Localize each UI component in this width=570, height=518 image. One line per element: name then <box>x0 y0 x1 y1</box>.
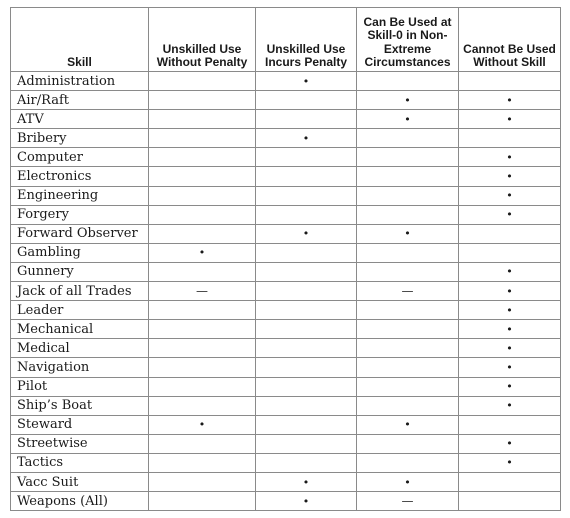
dash-mark: — <box>196 283 208 298</box>
requires-skill-cell <box>459 282 561 301</box>
dot-mark: • <box>506 189 513 203</box>
table-row <box>11 377 561 396</box>
skill-name: Vacc Suit <box>11 472 149 491</box>
skill-0-cell <box>357 91 459 110</box>
unskilled-no-penalty-cell <box>149 339 256 358</box>
unskilled-no-penalty-cell <box>149 205 256 224</box>
dot-mark: • <box>404 93 411 107</box>
skill-name: Forward Observer <box>11 224 149 243</box>
requires-skill-cell <box>459 167 561 186</box>
table-row <box>11 453 561 472</box>
skill-0-cell <box>357 492 459 511</box>
dot-mark: • <box>302 227 310 241</box>
dot-mark: • <box>506 150 513 164</box>
requires-skill-cell <box>459 224 561 243</box>
dot-mark: • <box>302 74 310 88</box>
unskilled-no-penalty-cell <box>149 434 256 453</box>
unskilled-penalty-cell <box>256 415 357 434</box>
skill-name: Gambling <box>11 243 149 262</box>
header-unskilled-penalty: Unskilled Use Incurs Penalty <box>256 8 357 72</box>
header-unskilled-no-penalty: Unskilled Use Without Penalty <box>149 8 256 72</box>
skill-name: Forgery <box>11 205 149 224</box>
dot-mark: • <box>198 418 206 432</box>
requires-skill-cell <box>459 377 561 396</box>
unskilled-no-penalty-cell <box>149 358 256 377</box>
skill-0-cell <box>357 377 459 396</box>
dot-mark: • <box>506 93 513 107</box>
dot-mark: • <box>506 360 513 374</box>
skill-0-cell <box>357 224 459 243</box>
skill-0-cell <box>357 396 459 415</box>
table-row <box>11 148 561 167</box>
requires-skill-cell <box>459 415 561 434</box>
dot-mark: • <box>404 227 411 241</box>
skill-name: Tactics <box>11 453 149 472</box>
table-row <box>11 320 561 339</box>
skill-0-cell <box>357 415 459 434</box>
unskilled-penalty-cell <box>256 91 357 110</box>
skill-0-cell <box>357 434 459 453</box>
unskilled-no-penalty-cell <box>149 377 256 396</box>
skill-0-cell <box>357 129 459 148</box>
unskilled-no-penalty-cell <box>149 262 256 281</box>
dot-mark: • <box>506 322 513 336</box>
header-row <box>11 8 561 72</box>
unskilled-no-penalty-cell <box>149 492 256 511</box>
unskilled-penalty-cell <box>256 492 357 511</box>
requires-skill-cell <box>459 205 561 224</box>
table-row <box>11 205 561 224</box>
table-row <box>11 396 561 415</box>
table-row <box>11 72 561 91</box>
skill-0-cell <box>357 320 459 339</box>
unskilled-no-penalty-cell <box>149 72 256 91</box>
dot-mark: • <box>302 475 310 489</box>
skill-0-cell <box>357 110 459 129</box>
requires-skill-cell <box>459 129 561 148</box>
skill-0-cell <box>357 262 459 281</box>
unskilled-penalty-cell <box>256 205 357 224</box>
unskilled-penalty-cell <box>256 358 357 377</box>
skill-name: Pilot <box>11 377 149 396</box>
skill-0-cell <box>357 301 459 320</box>
dot-mark: • <box>506 265 513 279</box>
table-row <box>11 415 561 434</box>
unskilled-penalty-cell <box>256 129 357 148</box>
skill-0-cell <box>357 282 459 301</box>
requires-skill-cell <box>459 320 561 339</box>
unskilled-no-penalty-cell <box>149 396 256 415</box>
dot-mark: • <box>302 131 310 145</box>
requires-skill-cell <box>459 91 561 110</box>
dash-mark: — <box>401 493 414 508</box>
table-row <box>11 110 561 129</box>
unskilled-no-penalty-cell <box>149 282 256 301</box>
dot-mark: • <box>404 475 411 489</box>
skill-name: Streetwise <box>11 434 149 453</box>
dot-mark: • <box>404 112 411 126</box>
unskilled-penalty-cell <box>256 186 357 205</box>
requires-skill-cell <box>459 358 561 377</box>
unskilled-no-penalty-cell <box>149 186 256 205</box>
skill-use-table <box>10 7 561 511</box>
skill-name: Medical <box>11 339 149 358</box>
unskilled-no-penalty-cell <box>149 453 256 472</box>
dot-mark: • <box>506 437 513 451</box>
unskilled-penalty-cell <box>256 282 357 301</box>
dot-mark: • <box>506 303 513 317</box>
dot-mark: • <box>506 170 513 184</box>
skill-name: Steward <box>11 415 149 434</box>
unskilled-penalty-cell <box>256 453 357 472</box>
table-row <box>11 186 561 205</box>
skill-name: Mechanical <box>11 320 149 339</box>
unskilled-no-penalty-cell <box>149 320 256 339</box>
unskilled-no-penalty-cell <box>149 167 256 186</box>
skill-0-cell <box>357 453 459 472</box>
requires-skill-cell <box>459 472 561 491</box>
requires-skill-cell <box>459 72 561 91</box>
table-row <box>11 282 561 301</box>
skill-name: Navigation <box>11 358 149 377</box>
unskilled-no-penalty-cell <box>149 415 256 434</box>
requires-skill-cell <box>459 492 561 511</box>
skill-name: Weapons (All) <box>11 492 149 511</box>
skill-name: Ship’s Boat <box>11 396 149 415</box>
dot-mark: • <box>506 341 513 355</box>
table-row <box>11 358 561 377</box>
table-row <box>11 339 561 358</box>
header-skill: Skill <box>11 8 149 72</box>
skill-0-cell <box>357 205 459 224</box>
dot-mark: • <box>404 418 411 432</box>
dash-mark: — <box>401 283 414 298</box>
header-skill-0-non-extreme: Can Be Used at Skill-0 in Non-Extreme Circumstances <box>357 8 459 72</box>
dot-mark: • <box>302 494 310 508</box>
unskilled-penalty-cell <box>256 472 357 491</box>
unskilled-penalty-cell <box>256 110 357 129</box>
unskilled-penalty-cell <box>256 377 357 396</box>
requires-skill-cell <box>459 262 561 281</box>
unskilled-penalty-cell <box>256 434 357 453</box>
unskilled-penalty-cell <box>256 396 357 415</box>
skill-name: Electronics <box>11 167 149 186</box>
unskilled-penalty-cell <box>256 72 357 91</box>
requires-skill-cell <box>459 243 561 262</box>
unskilled-penalty-cell <box>256 167 357 186</box>
skill-0-cell <box>357 358 459 377</box>
skill-0-cell <box>357 339 459 358</box>
dot-mark: • <box>506 399 513 413</box>
dot-mark: • <box>506 284 513 298</box>
unskilled-penalty-cell <box>256 243 357 262</box>
dot-mark: • <box>506 380 513 394</box>
unskilled-penalty-cell <box>256 148 357 167</box>
dot-mark: • <box>506 208 513 222</box>
skill-0-cell <box>357 243 459 262</box>
header-requires-skill: Cannot Be Used Without Skill <box>459 8 561 72</box>
table-row <box>11 301 561 320</box>
requires-skill-cell <box>459 339 561 358</box>
requires-skill-cell <box>459 453 561 472</box>
requires-skill-cell <box>459 301 561 320</box>
table-row <box>11 472 561 491</box>
requires-skill-cell <box>459 434 561 453</box>
requires-skill-cell <box>459 148 561 167</box>
unskilled-penalty-cell <box>256 339 357 358</box>
skill-0-cell <box>357 72 459 91</box>
unskilled-penalty-cell <box>256 262 357 281</box>
skill-name: Leader <box>11 301 149 320</box>
dot-mark: • <box>506 112 513 126</box>
skill-name: Administration <box>11 72 149 91</box>
table-row <box>11 434 561 453</box>
unskilled-no-penalty-cell <box>149 243 256 262</box>
skill-name: ATV <box>11 110 149 129</box>
table-row <box>11 91 561 110</box>
skill-name: Bribery <box>11 129 149 148</box>
table-body <box>11 72 561 511</box>
unskilled-penalty-cell <box>256 320 357 339</box>
requires-skill-cell <box>459 396 561 415</box>
unskilled-penalty-cell <box>256 301 357 320</box>
unskilled-penalty-cell <box>256 224 357 243</box>
skill-name: Gunnery <box>11 262 149 281</box>
skill-0-cell <box>357 472 459 491</box>
table-row <box>11 243 561 262</box>
skill-0-cell <box>357 148 459 167</box>
skill-name: Air/Raft <box>11 91 149 110</box>
table-row <box>11 224 561 243</box>
unskilled-no-penalty-cell <box>149 472 256 491</box>
unskilled-no-penalty-cell <box>149 110 256 129</box>
unskilled-no-penalty-cell <box>149 301 256 320</box>
skill-name: Engineering <box>11 186 149 205</box>
table-row <box>11 492 561 511</box>
requires-skill-cell <box>459 110 561 129</box>
table-row <box>11 262 561 281</box>
unskilled-no-penalty-cell <box>149 148 256 167</box>
unskilled-no-penalty-cell <box>149 224 256 243</box>
requires-skill-cell <box>459 186 561 205</box>
unskilled-no-penalty-cell <box>149 129 256 148</box>
table-row <box>11 167 561 186</box>
table-row <box>11 129 561 148</box>
skill-name: Computer <box>11 148 149 167</box>
skill-0-cell <box>357 167 459 186</box>
skill-0-cell <box>357 186 459 205</box>
unskilled-no-penalty-cell <box>149 91 256 110</box>
skill-name: Jack of all Trades <box>11 282 149 301</box>
dot-mark: • <box>198 246 206 260</box>
dot-mark: • <box>506 456 513 470</box>
